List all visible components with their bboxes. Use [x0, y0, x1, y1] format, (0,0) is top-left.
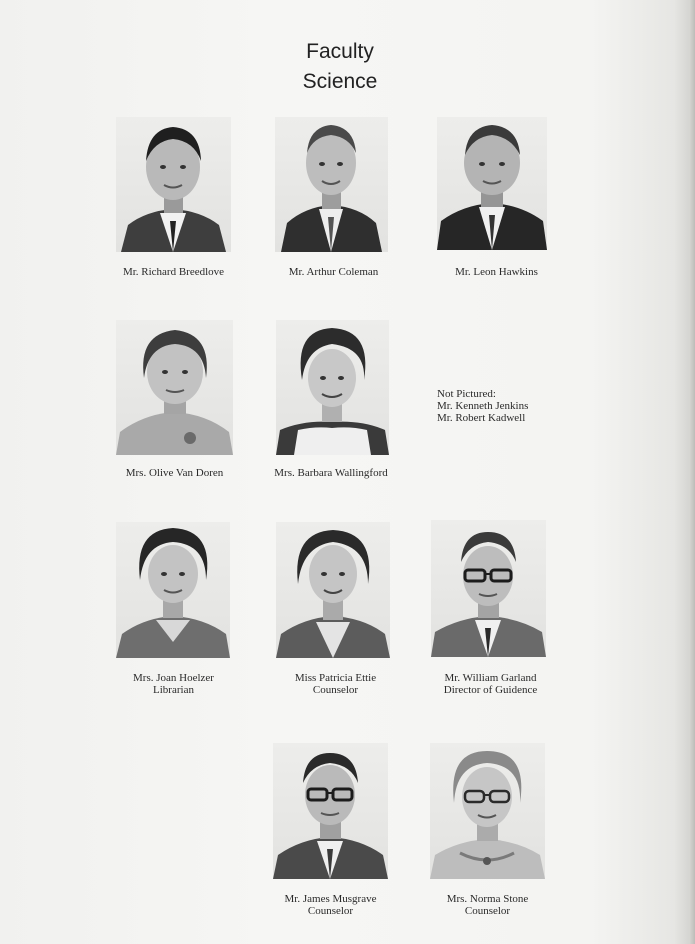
portrait-photo	[276, 320, 389, 455]
portrait-photo	[431, 520, 546, 657]
faculty-role: Counselor	[464, 905, 511, 917]
portrait-photo	[273, 743, 388, 879]
faculty-name: Mrs. Olive Van Doren	[125, 467, 224, 479]
faculty-caption	[97, 467, 252, 479]
faculty-role: Counselor	[307, 905, 354, 917]
faculty-caption	[96, 266, 251, 278]
faculty-name: Mrs. Joan Hoelzer	[133, 672, 214, 684]
not-pictured-note	[437, 388, 528, 424]
page-title: Faculty	[306, 40, 374, 63]
faculty-caption	[419, 266, 574, 278]
portrait-photo	[275, 117, 388, 252]
faculty-caption	[253, 893, 408, 917]
portrait-photo	[116, 117, 231, 252]
faculty-name: Mr. William Garland	[444, 672, 537, 684]
portrait-photo	[116, 320, 233, 455]
not-pictured-label: Not Pictured:	[437, 388, 496, 400]
faculty-role: Counselor	[312, 684, 359, 696]
not-pictured-name: Mr. Robert Kadwell	[437, 412, 526, 424]
faculty-role: Director of Guidence	[443, 684, 538, 696]
faculty-name: Mr. Arthur Coleman	[288, 266, 379, 278]
portrait-photo	[116, 522, 230, 658]
faculty-caption	[413, 672, 568, 696]
faculty-caption	[96, 672, 251, 696]
faculty-name: Miss Patricia Ettie	[294, 672, 377, 684]
faculty-name: Mr. Richard Breedlove	[122, 266, 225, 278]
faculty-name: Mr. Leon Hawkins	[455, 266, 538, 278]
faculty-caption	[251, 467, 411, 479]
faculty-caption	[258, 672, 413, 696]
portrait-photo	[276, 522, 390, 658]
portrait-photo	[437, 117, 547, 250]
not-pictured-name: Mr. Kenneth Jenkins	[437, 400, 529, 412]
faculty-caption	[410, 893, 565, 917]
faculty-name: Mrs. Norma Stone	[446, 893, 529, 905]
portrait-photo	[430, 743, 545, 879]
page-binding-edge	[689, 0, 695, 944]
faculty-caption	[256, 266, 411, 278]
faculty-name: Mrs. Barbara Wallingford	[274, 467, 388, 479]
faculty-role: Librarian	[153, 684, 194, 696]
faculty-name: Mr. James Musgrave	[284, 893, 377, 905]
page-subtitle: Science	[302, 70, 378, 93]
